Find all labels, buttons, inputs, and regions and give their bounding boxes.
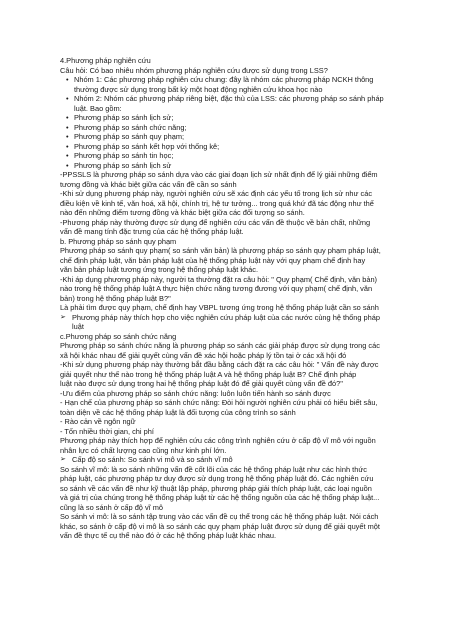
- bullet-dot-icon: •: [66, 113, 69, 122]
- scale-arrow-item: ➢ Cấp độ so sánh: So sánh vi mô và so sánh vĩ mô: [60, 455, 233, 464]
- group-bullet: • Nhóm 1: Các phương pháp nghiên cứu chung: đây là nhóm các phương pháp NCKH thông thường được sử dụng trong bất kỳ một hoạt động nghiên cứu khoa học nào: [60, 75, 426, 94]
- bullet-dot-icon: •: [66, 94, 69, 103]
- method-bullet: • Phương pháp so sánh lịch sử;: [60, 113, 426, 123]
- bullet-dot-icon: •: [66, 75, 69, 84]
- method-bullet: • Phương pháp so sánh lịch sử: [60, 161, 426, 171]
- conclusion-arrow-item: ➢ Phương pháp này thích hợp cho việc nghiên cứu pháp luật của các nước cùng hệ thống pháp luật: [60, 312, 380, 331]
- method-bullet: • Phương pháp so sánh kết hợp với thống kê;: [60, 142, 426, 152]
- arrow-right-icon: ➢: [60, 456, 66, 463]
- bullet-dot-icon: •: [66, 151, 69, 160]
- question-line: Câu hỏi: Có bao nhiêu nhóm phương pháp nghiên cứu được sử dụng trong LSS?: [60, 65, 328, 75]
- method-bullet-list: [60, 113, 426, 170]
- arrow-right-icon: ➢: [60, 313, 66, 321]
- section-heading: 4.Phương pháp nghiên cứu: [60, 56, 151, 65]
- group-bullet: • Nhóm 2: Nhóm các phương pháp riêng biệt, đặc thù của LSS: các phương pháp so sánh pháp luật. Bao gồm:: [60, 94, 426, 113]
- group-bullet-list: [60, 75, 426, 113]
- method-bullet: • Phương pháp so sánh quy phạm;: [60, 132, 426, 142]
- bullet-dot-icon: •: [66, 141, 69, 151]
- section-a-body: -PPSSLS là phương pháp so sánh dựa vào các giai đoạn lịch sử nhất định để lý giải những điểm tương đồng và khác biệt giữa các vấn đề cần so sánh -Khi sử dụng phương pháp này, người nghiên cứu sẽ xác định các yếu tố trong lịch sử như các điều kiện về kinh tế, văn hoá, xã hội, chính trị, hệ tư tưởng... trong quá khứ đã tác động như thế nào đến những điểm tương đồng và khác biệt giữa các đối tượng so sánh. -Phương pháp này thường được sử dụng để nghiên cứu các vấn đề thuộc về bản chất, những vấn đề mang tính đặc trưng của các hệ thống pháp luật. b. Phương pháp so sánh quy phạm Phương pháp so sánh quy phạm( so sánh văn bản) là phương pháp so sánh quy phạm pháp luật, chế định pháp luật, văn bản pháp luật của hệ thống pháp luật này với quy phạm chế định hay văn bản pháp luật tương ứng trong hệ thống pháp luật khác. -Khi áp dụng phương pháp này, người ta thường đặt ra câu hỏi: " Quy phạm( Chế định, văn bản) nào trong hệ thống pháp luật A thực hiện chức năng tương đương với quy phạm( chế định, văn bản) trong hệ thống pháp luật B?" Là phải tìm được quy phạm, chế định hay VBPL tương ứng trong hệ thống pháp luật cần so sánh: [60, 170, 381, 312]
- bullet-dot-icon: •: [66, 132, 69, 141]
- method-bullet: • Phương pháp so sánh tin học;: [60, 151, 426, 161]
- method-bullet: • Phương pháp so sánh chức năng;: [60, 123, 426, 133]
- closing-body: So sánh vĩ mô: là so sánh những vấn đề cốt lõi của các hệ thống pháp luật như các hình thức pháp luật, các phương pháp tư duy được sử dụng trong hệ thống pháp luật đó. Các nghiên cứu so sánh về các vấn đề như kỹ thuật lập pháp, phương pháp giải thích pháp luật, các loại nguồn và giá trị của chúng trong hệ thống pháp luật từ các hệ thống nguồn của các hệ thống pháp luật... cũng là so sánh ở cấp độ vĩ mô So sánh vi mô: là so sánh tập trung vào các vấn đề cụ thể trong các hệ thống pháp luật. Nói cách khác, so sánh ở cấp độ vi mô là so sánh các quy phạm pháp luật được sử dụng để giải quyết một vấn đề thực tế cụ thể nào đó ở các hệ thống pháp luật khác nhau.: [60, 464, 380, 540]
- bullet-dot-icon: •: [66, 160, 69, 170]
- bullet-dot-icon: •: [66, 122, 69, 132]
- section-c-body: c.Phương pháp so sánh chức năng Phương pháp so sánh chức năng là phương pháp so sánh các giải pháp được sử dụng trong các xã hội khác nhau để giải quyết cùng vấn đề xác hội hoặc pháp lý tồn tại ở các xã hội đó -Khi sử dụng phương pháp này thường bắt đầu bằng cách đặt ra các câu hỏi: " Vấn đề này được giải quyết như thế nào trong hệ thống pháp luật A và hệ thống pháp luật B? Chế định pháp luật nào được sử dụng trong hai hệ thống pháp luật đó để giải quyết cùng vấn đề đó?" -Ưu điểm của phương pháp so sánh chức năng: luôn luôn tiến hành so sánh được - Hạn chế của phương pháp so sánh chức năng: Đòi hỏi người nghiên cứu phải có hiểu biết sâu, toàn diện về các hệ thống pháp luật là đối tượng của công trình so sánh - Rào cản về ngôn ngữ - Tốn nhiều thời gian, chi phí Phương pháp này thích hợp để nghiên cứu các công trình nghiên cứu ở cấp độ vĩ mô với nguồn nhân lực có chất lượng cao cũng như kinh phí lớn.: [60, 331, 380, 455]
